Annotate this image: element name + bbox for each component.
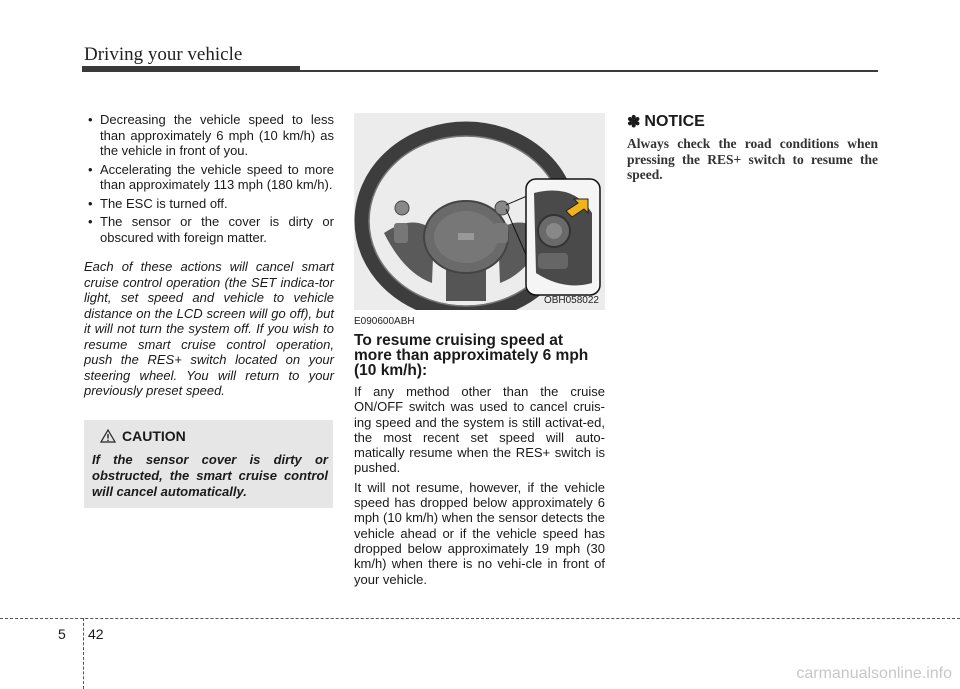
footer-divider [83, 618, 85, 689]
list-item: • Decreasing the vehicle speed to less than approximately 6 mph (10 km/h) as the vehicle in front of you. [84, 112, 334, 159]
steering-wheel-illustration [354, 113, 605, 310]
list-item: • Accelerating the vehicle speed to more than approximately 113 mph (180 km/h). [84, 162, 334, 193]
notice-header [627, 112, 878, 132]
cancel-explanation: Each of these actions will cancel smart cruise control operation (the SET indica-tor light, set speed and vehicle to vehicle distance on the LCD screen will go off), but it will not turn the system off. If you wish to resume smart cruise control operation, push the RES+ switch located on your steering wheel. You will return to your previously preset speed. [84, 259, 334, 398]
cancel-conditions-list [84, 112, 334, 245]
section-code: E090600ABH [354, 316, 415, 327]
list-item: • The sensor or the cover is dirty or obscured with foreign matter. [84, 214, 334, 245]
watermark: carmanualsonline.info [796, 665, 952, 682]
header-rule [300, 70, 878, 72]
figure-code: OBH058022 [543, 295, 599, 306]
chapter-number: 5 [58, 626, 66, 642]
notice-text: Always check the road conditions when pressing the RES+ switch to resume the speed. [627, 136, 878, 182]
caution-box [84, 420, 333, 508]
caution-title: CAUTION [122, 428, 186, 444]
page-header-title: Driving your vehicle [84, 44, 243, 65]
middle-column [354, 316, 605, 591]
list-item: • The ESC is turned off. [84, 196, 334, 212]
left-column [84, 112, 334, 399]
notice-title: NOTICE [644, 113, 705, 130]
caution-text: If the sensor cover is dirty or obstructed, the smart cruise control will cancel automatically. [92, 452, 328, 499]
caution-header [100, 428, 186, 444]
paragraph: If any method other than the cruise ON/OFF switch was used to cancel cruis-ing speed and the system is still activat-ed, the most recent set speed will auto-matically resume when the RES+ switch is pushed. [354, 384, 605, 476]
footer-rule [0, 618, 960, 619]
page-number: 42 [88, 626, 104, 642]
paragraph: It will not resume, however, if the vehicle speed has dropped below approximately 6 mph (10 km/h) when the sensor detects the vehicle ahead or if the vehicle speed has dropped below approximately 19 mph (30 km/h) when there is no vehi-cle in front of your vehicle. [354, 479, 605, 587]
steering-wheel-figure [354, 113, 605, 310]
header-bar [82, 66, 300, 72]
notice-star-icon: ✽ [627, 114, 641, 131]
warning-triangle-icon [100, 429, 116, 443]
section-title: To resume cruising speed at more than approximately 6 mph (10 km/h): [354, 332, 589, 379]
notice-block [627, 112, 878, 183]
